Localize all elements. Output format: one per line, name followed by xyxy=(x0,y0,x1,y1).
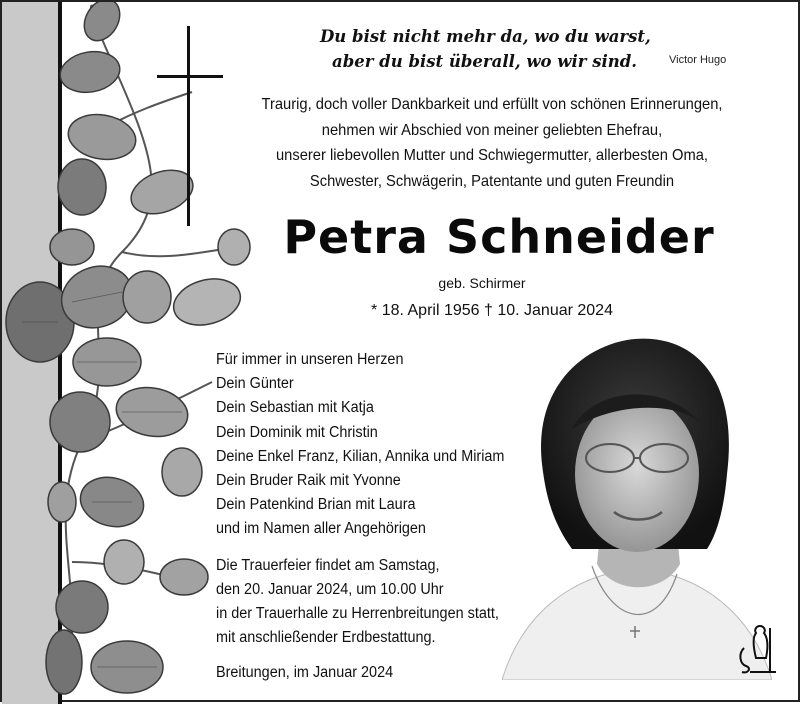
family-line: Für immer in unseren Herzen xyxy=(216,351,404,368)
quote-line-1: Du bist nicht mehr da, wo du warst, xyxy=(320,27,651,46)
service-line: den 20. Januar 2024, um 10.00 Uhr xyxy=(216,581,444,598)
service-line: mit anschließender Erdbestattung. xyxy=(216,629,436,646)
deceased-name: Petra Schneider xyxy=(283,210,715,264)
service-info xyxy=(216,554,523,650)
family-line: Dein Dominik mit Christin xyxy=(216,423,378,441)
portrait-photo xyxy=(502,334,772,680)
family-line: Dein Patenkind Brian mit Laura xyxy=(216,496,416,514)
place-date: Breitungen, im Januar 2024 xyxy=(216,664,394,681)
family-line: Deine Enkel Franz, Kilian, Annika und Miriam xyxy=(216,447,505,465)
intro-text xyxy=(245,92,738,194)
service-line: in der Trauerhalle zu Herrenbreitungen statt, xyxy=(216,605,499,622)
family-line: und im Namen aller Angehörigen xyxy=(216,520,426,538)
family-line: Dein Bruder Raik mit Yvonne xyxy=(216,472,401,490)
service-line: Die Trauerfeier findet am Samstag, xyxy=(216,557,440,574)
cross-icon xyxy=(157,26,223,226)
family-line: Dein Günter xyxy=(216,375,294,393)
intro-line: nehmen wir Abschied von meiner geliebten Ehefrau, xyxy=(321,121,663,139)
intro-line: Traurig, doch voller Dankbarkeit und erfüllt von schönen Erinnerungen, xyxy=(261,96,723,113)
intro-line: Schwester, Schwägerin, Patentante und guten Freundin xyxy=(309,172,675,190)
family-line: Dein Sebastian mit Katja xyxy=(216,399,374,417)
family-list xyxy=(216,348,523,542)
quote-line-2: aber du bist überall, wo wir sind. xyxy=(332,52,638,71)
life-dates: * 18. April 1956 † 10. Januar 2024 xyxy=(371,302,613,319)
funeral-home-logo-icon xyxy=(736,620,782,678)
memorial-quote xyxy=(302,24,722,74)
maiden-name: geb. Schirmer xyxy=(438,275,526,291)
quote-author: Victor Hugo xyxy=(669,54,727,66)
intro-line: unserer liebevollen Mutter und Schwiegermutter, allerbesten Oma, xyxy=(275,147,708,164)
